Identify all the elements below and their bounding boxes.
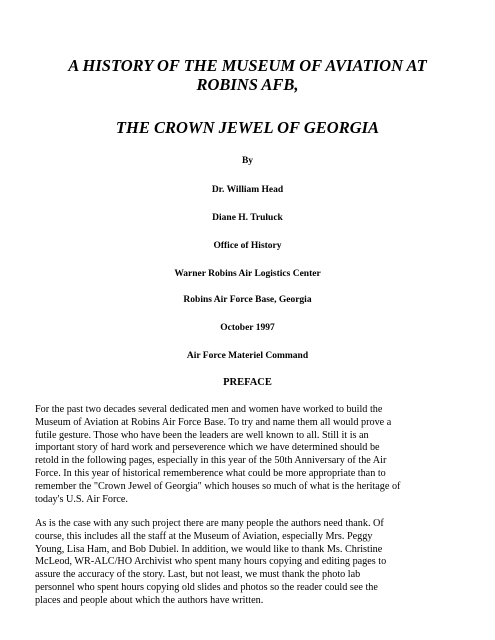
base-name: Robins Air Force Base, Georgia xyxy=(183,295,312,305)
paragraph-line: personnel who spent hours copying old slides and photos so the reader could see the xyxy=(35,581,378,593)
paragraph-line: course, this includes all the staff at the Museum of Aviation, especially Mrs. Peggy xyxy=(35,530,373,542)
author-name: Diane H. Truluck xyxy=(212,213,283,223)
paragraph-line: futile gesture. Those who have been the leaders are well known to all. Still it is an xyxy=(35,429,369,441)
author-name: Dr. William Head xyxy=(211,185,284,195)
paragraph-line: Force. In this year of historical rememberence what could be more appropriate than to xyxy=(35,467,386,479)
document-subtitle: THE CROWN JEWEL OF GEORGIA xyxy=(115,118,380,137)
byline: By xyxy=(241,156,254,166)
paragraph-line: Museum of Aviation at Robins Air Force Base. To try and name them all would prove a xyxy=(35,416,392,428)
office-name: Office of History xyxy=(213,241,282,251)
title-line: ROBINS AFB, xyxy=(196,75,299,94)
document-date: October 1997 xyxy=(220,323,275,333)
acknowledgements-paragraph xyxy=(35,518,465,608)
paragraph-line: assure the accuracy of the story. Last, but not least, we must thank the photo lab xyxy=(35,569,361,581)
paragraph-line: Young, Lisa Ham, and Bob Dubiel. In addition, we would like to thank Ms. Christine xyxy=(35,543,383,555)
command-name: Air Force Materiel Command xyxy=(186,351,309,361)
paragraph-line: today's U.S. Air Force. xyxy=(35,493,128,505)
center-name: Warner Robins Air Logistics Center xyxy=(174,269,321,279)
paragraph-line: retold in the following pages, especially in this year of the 50th Anniversary of the Air xyxy=(35,455,387,467)
paragraph-line: McLeod, WR-ALC/HO Archivist who spent many hours copying and editing pages to xyxy=(35,556,387,568)
document-title xyxy=(40,56,455,94)
title-line: A HISTORY OF THE MUSEUM OF AVIATION AT xyxy=(68,56,427,75)
preface-paragraph xyxy=(35,404,465,506)
paragraph-line: As is the case with any such project there are many people the authors need thank. Of xyxy=(35,518,384,529)
paragraph-line: places and people about which the authors have written. xyxy=(35,594,264,606)
paragraph-line: For the past two decades several dedicated men and women have worked to build the xyxy=(35,404,383,415)
paragraph-line: important story of hard work and perseverence which we have determined should be xyxy=(35,442,380,454)
preface-heading: PREFACE xyxy=(223,377,272,388)
paragraph-line: remember the "Crown Jewel of Georgia" which houses so much of what is the heritage of xyxy=(35,480,401,492)
